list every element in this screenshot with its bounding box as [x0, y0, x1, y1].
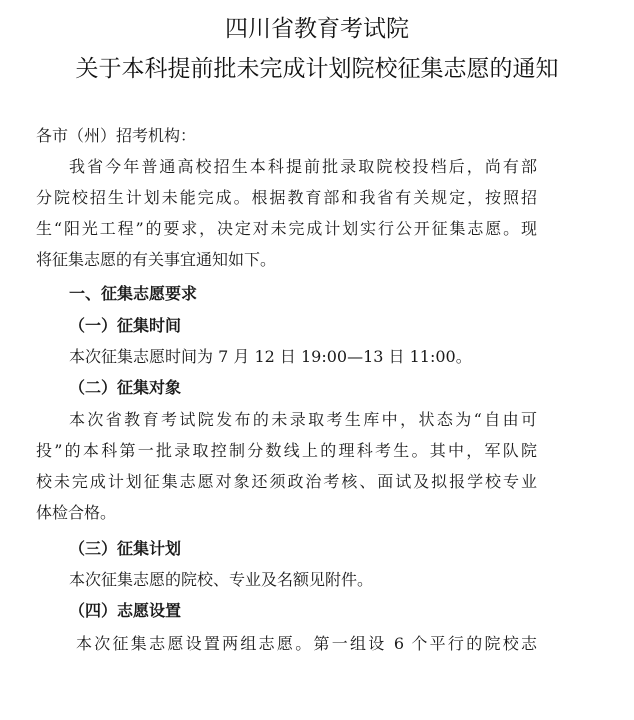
document-title: 关于本科提前批未完成计划院校征集志愿的通知: [75, 56, 559, 82]
section-heading-1: 一、征集志愿要求: [69, 284, 198, 303]
subsection-text-4: 本次征集志愿设置两组志愿。第一组设 6 个平行的院校志: [76, 634, 537, 653]
subsection-2-line-2: 投”的本科第一批录取控制分数线上的理科考生。其中，军队院: [36, 441, 537, 460]
intro-line-4: 将征集志愿的有关事宜通知如下。: [36, 250, 277, 269]
intro-line-3: 生“阳光工程”的要求，决定对未完成计划实行公开征集志愿。现: [36, 219, 537, 238]
subsection-2-line-4: 体检合格。: [36, 503, 117, 522]
document-title-org: 四川省教育考试院: [225, 16, 409, 42]
subsection-2-line-3: 校未完成计划征集志愿对象还须政治考核、面试及拟报学校专业: [36, 472, 537, 491]
salutation: 各市（州）招考机构：: [36, 126, 197, 145]
subsection-heading-1: （一）征集时间: [69, 316, 182, 335]
subsection-heading-2: （二）征集对象: [69, 378, 182, 397]
subsection-text-3: 本次征集志愿的院校、专业及名额见附件。: [69, 570, 374, 589]
subsection-text-1: 本次征集志愿时间为 7 月 12 日 19:00—13 日 11:00。: [69, 347, 472, 366]
intro-line-1: 我省今年普通高校招生本科提前批录取院校投档后，尚有部: [69, 157, 537, 176]
subsection-heading-3: （三）征集计划: [69, 539, 182, 558]
subsection-heading-4: （四）志愿设置: [69, 601, 182, 620]
intro-line-2: 分院校招生计划未能完成。根据教育部和我省有关规定，按照招: [36, 188, 537, 207]
subsection-2-line-1: 本次省教育考试院发布的未录取考生库中，状态为“自由可: [69, 410, 537, 429]
